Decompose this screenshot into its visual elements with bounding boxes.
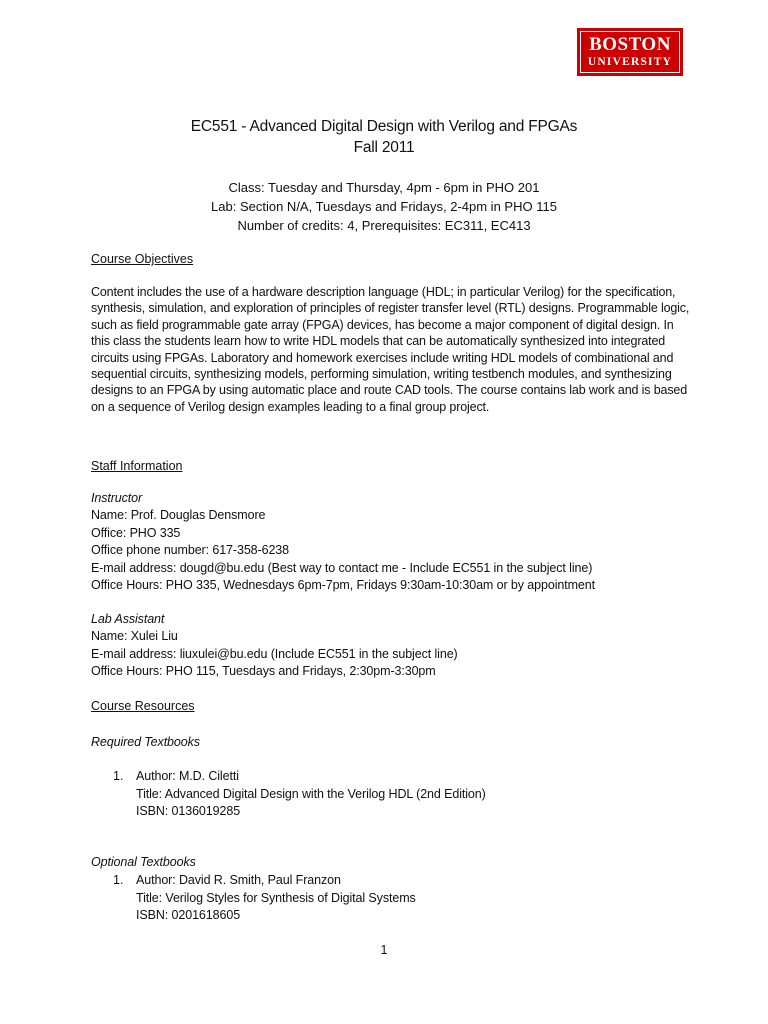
instructor-email-note: (Best way to contact me - Include EC551 in the subject line) [264, 561, 593, 575]
assistant-name: Name: Xulei Liu [91, 629, 178, 643]
instructor-email[interactable]: E-mail address: dougd@bu.edu [91, 561, 265, 575]
required-item-author: Author: M.D. Ciletti [136, 769, 239, 783]
instructor-label: Instructor [91, 491, 143, 505]
instructor-name: Name: Prof. Douglas Densmore [91, 508, 266, 522]
required-textbooks-label: Required Textbooks [91, 735, 200, 749]
course-term: Fall 2011 [353, 139, 415, 156]
optional-textbooks-label: Optional Textbooks [91, 855, 196, 869]
instructor-office-hours: Office Hours: PHO 335, Wednesdays 6pm-7pm, Fridays 9:30am-10:30am or by appointment [91, 578, 595, 592]
course-resources-heading: Course Resources [91, 699, 195, 713]
lab-assistant-label: Lab Assistant [91, 612, 165, 626]
class-schedule: Class: Tuesday and Thursday, 4pm - 6pm in PHO 201 [228, 180, 540, 195]
instructor-office: Office: PHO 335 [91, 526, 181, 540]
staff-information-heading: Staff Information [91, 459, 183, 473]
required-item-isbn: ISBN: 0136019285 [136, 804, 241, 818]
page-number: 1 [380, 943, 388, 957]
optional-item-number: 1. [113, 873, 124, 887]
course-objectives-text: Content includes the use of a hardware description language (HDL; in particular Verilog) for the specification, synthesis, simulation, and exploration of principles of register transfer level (RTL) designs. Programmable logic, such as field programmable gate array (FPGA) devices, has become a major component of digital design. In this class the students learn how to write HDL models that can be automatically synthesized into integrated circuits using FPGAs. Laboratory and homework exercises include writing HDL models of combinational and sequential circuits, synthesizing models, performing simulation, writing testbench modules, and synthesizing designs to an FPGA by using automatic place and route CAD tools. The course contains lab work and is based on a sequence of Verilog design examples leading to a final group project. [91, 285, 690, 414]
assistant-email-line [91, 647, 458, 661]
optional-item-author: Author: David R. Smith, Paul Franzon [136, 873, 341, 887]
logo-line-1: BOSTON [589, 34, 671, 55]
instructor-email-line [91, 561, 592, 575]
assistant-email-note: (Include EC551 in the subject line) [267, 647, 458, 661]
logo-line-2: UNIVERSITY [587, 56, 673, 68]
assistant-email[interactable]: E-mail address: liuxulei@bu.edu [91, 647, 268, 661]
course-objectives-heading: Course Objectives [91, 252, 194, 266]
instructor-phone: Office phone number: 617-358-6238 [91, 543, 290, 557]
credits-prerequisites: Number of credits: 4, Prerequisites: EC311, EC413 [237, 218, 531, 233]
assistant-office-hours: Office Hours: PHO 115, Tuesdays and Fridays, 2:30pm-3:30pm [91, 664, 436, 678]
lab-schedule: Lab: Section N/A, Tuesdays and Fridays, 2-4pm in PHO 115 [211, 199, 557, 214]
course-title: EC551 - Advanced Digital Design with Verilog and FPGAs [190, 118, 578, 135]
optional-item-title: Title: Verilog Styles for Synthesis of Digital Systems [136, 891, 416, 905]
required-item-title: Title: Advanced Digital Design with the Verilog HDL (2nd Edition) [136, 787, 486, 801]
boston-university-logo [577, 28, 683, 76]
optional-item-isbn: ISBN: 0201618605 [136, 908, 241, 922]
required-item-number: 1. [113, 769, 124, 783]
